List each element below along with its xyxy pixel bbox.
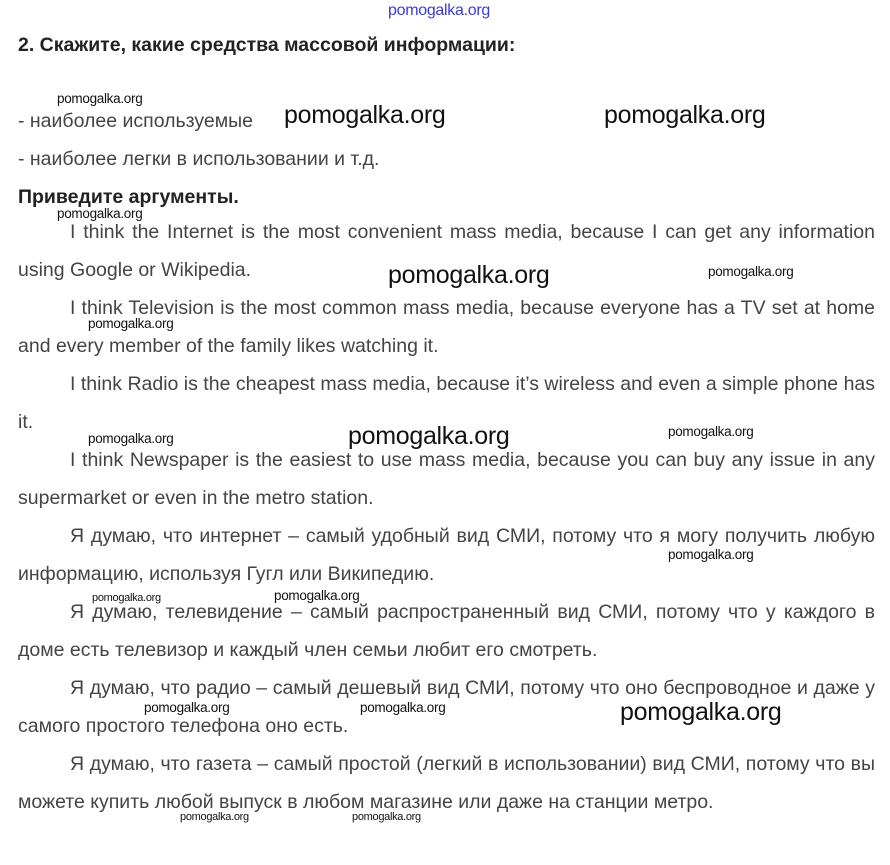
watermark: pomogalka.org xyxy=(88,431,174,446)
watermark: pomogalka.org xyxy=(57,206,143,221)
watermark: pomogalka.org xyxy=(88,316,174,331)
list-item: - наиболее используемые xyxy=(18,110,254,132)
list-item: - наиболее легки в использовании и т.д. xyxy=(18,148,380,170)
watermark: pomogalka.org xyxy=(284,101,446,129)
watermark: pomogalka.org xyxy=(604,101,766,129)
watermark: pomogalka.org xyxy=(620,698,782,726)
paragraph: I think Newspaper is the easiest to use mass media, because you can buy any issue in any supermarket or even in the metro station. xyxy=(18,449,875,509)
paragraph: I think Radio is the cheapest mass media, because it’s wireless and even a simple phone has it. xyxy=(18,373,876,433)
paragraph: I think Television is the most common mass media, because everyone has a TV set at home and every member of the family likes watching it. xyxy=(18,297,875,357)
subheading: Приведите аргументы. xyxy=(18,186,239,208)
paragraph: Я думаю, телевидение – самый распространенный вид СМИ, потому что у каждого в доме есть телевизор и каждый член семьи любит его смотреть. xyxy=(18,601,875,661)
watermark: pomogalka.org xyxy=(144,700,230,715)
paragraph: Я думаю, что интернет – самый удобный вид СМИ, потому что я могу получить любую информацию, используя Гугл или Википедию. xyxy=(18,525,875,585)
watermark: pomogalka.org xyxy=(360,700,446,715)
paragraph: I think the Internet is the most convenient mass media, because I can get any information using Google or Wikipedia. xyxy=(18,221,875,281)
top-watermark: pomogalka.org xyxy=(388,2,490,19)
watermark: pomogalka.org xyxy=(388,261,550,289)
watermark: pomogalka.org xyxy=(708,264,794,279)
question-heading: 2. Скажите, какие средства массовой информации: xyxy=(18,34,516,56)
watermark: pomogalka.org xyxy=(180,811,249,823)
watermark: pomogalka.org xyxy=(92,592,161,604)
watermark: pomogalka.org xyxy=(668,424,754,439)
watermark: pomogalka.org xyxy=(57,91,143,106)
watermark: pomogalka.org xyxy=(668,547,754,562)
paragraph: Я думаю, что радио – самый дешевый вид СМИ, потому что оно беспроводное и даже у самого простого телефона оно есть. xyxy=(18,677,875,737)
watermark: pomogalka.org xyxy=(274,588,360,603)
watermark: pomogalka.org xyxy=(348,422,510,450)
watermark: pomogalka.org xyxy=(352,811,421,823)
paragraph: Я думаю, что газета – самый простой (легкий в использовании) вид СМИ, потому что вы можете купить любой выпуск в любом магазине или даже на станции метро. xyxy=(18,753,875,813)
